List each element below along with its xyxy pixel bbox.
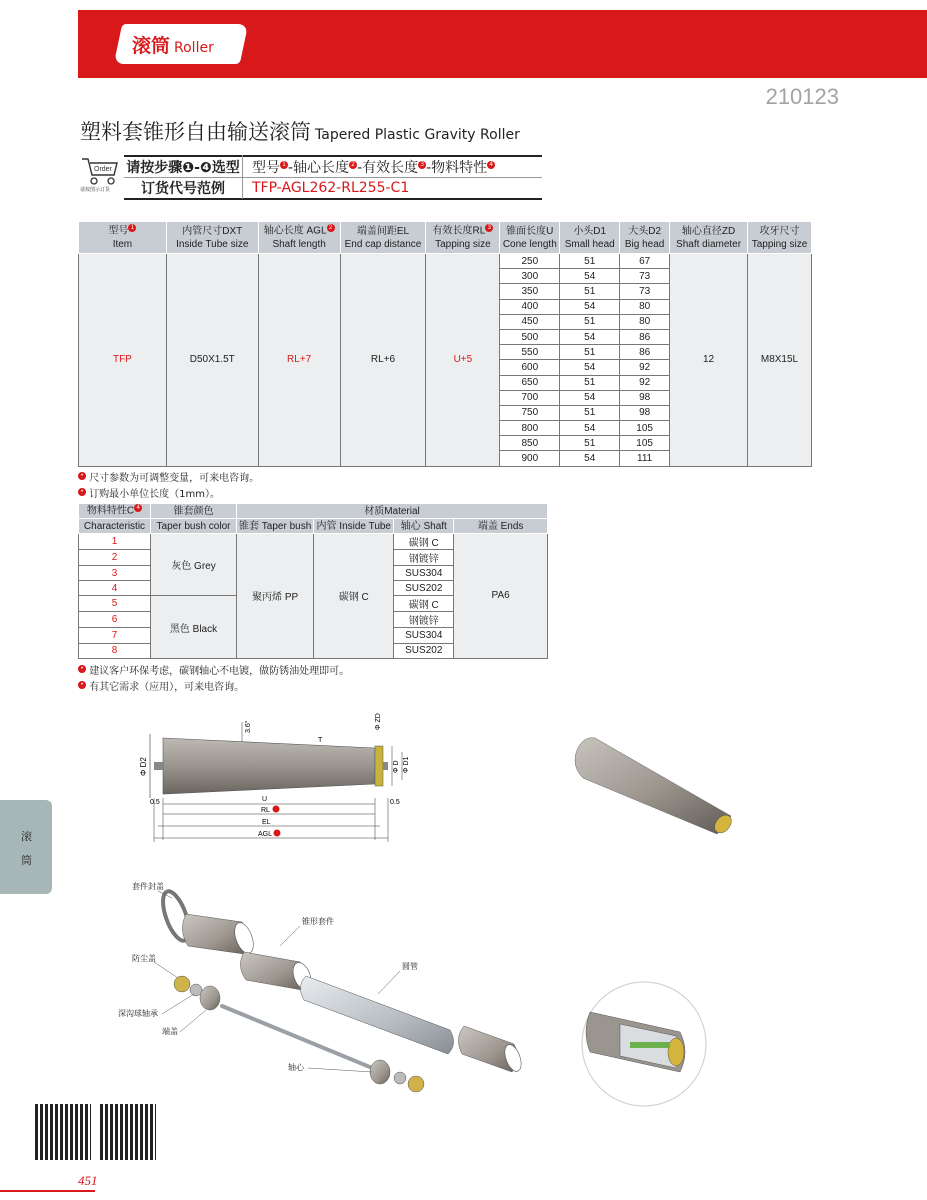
spec-big-head: 86 — [620, 345, 670, 360]
spec-cone-length: 750 — [500, 405, 560, 420]
material-code: 6 — [79, 612, 151, 628]
spec-cone-length: 800 — [500, 421, 560, 436]
svg-text:T: T — [318, 737, 323, 744]
material-code: 3 — [79, 566, 151, 581]
material-bush: 聚丙烯 PP — [237, 534, 314, 659]
svg-text:Φ ZD: Φ ZD — [375, 713, 382, 730]
spec-small-head: 51 — [560, 284, 620, 299]
spec-big-head: 67 — [620, 254, 670, 269]
spec-cone-length: 400 — [500, 299, 560, 314]
spec-tube: D50X1.5T — [166, 254, 258, 467]
dimension-drawing — [130, 712, 430, 847]
mat-col-color: 锥套颜色 — [151, 504, 237, 519]
spec-big-head: 105 — [620, 436, 670, 451]
mat-col-material: 材质Material — [237, 504, 548, 519]
col-agl: 轴心长度 AGL 2 Shaft length — [258, 222, 340, 254]
spec-big-head: 111 — [620, 451, 670, 466]
material-code: 2 — [79, 550, 151, 566]
svg-text:端盖: 端盖 — [162, 1027, 178, 1036]
qr-code-2 — [100, 1104, 156, 1160]
page-code: 210123 — [765, 84, 839, 109]
note-3: • 建议客户环保考虑，碳钢轴心不电镀，做防锈油处理即可。 — [78, 662, 349, 677]
order-example-value: TFP-AGL262-RL255-C1 — [252, 180, 410, 196]
spec-big-head: 105 — [620, 421, 670, 436]
note-1: • 尺寸参数为可调整变量，可来电咨询。 — [78, 469, 259, 484]
spec-small-head: 51 — [560, 254, 620, 269]
spec-big-head: 73 — [620, 284, 670, 299]
svg-text:Order: Order — [94, 166, 112, 173]
material-tube: 碳钢 C — [314, 534, 394, 659]
category-tab-label[interactable]: 滚筒 Roller — [132, 35, 214, 57]
spec-big-head: 98 — [620, 390, 670, 405]
col-tube: 内管尺寸DXT Inside Tube size — [166, 222, 258, 254]
spec-cone-length: 250 — [500, 254, 560, 269]
material-code: 8 — [79, 643, 151, 658]
mat-col-tube: 内管 Inside Tube — [314, 519, 394, 534]
spec-tap: M8X15L — [748, 254, 812, 467]
mat-col-char: 物料特性C 4 — [79, 504, 151, 519]
svg-text:圆管: 圆管 — [402, 962, 418, 971]
svg-text:套件封盖: 套件封盖 — [132, 882, 164, 891]
svg-text:3.6°: 3.6° — [245, 720, 252, 733]
spec-small-head: 51 — [560, 314, 620, 329]
spec-zd: 12 — [670, 254, 748, 467]
svg-text:AGL: AGL — [258, 831, 273, 838]
page-number: 451 — [78, 1173, 98, 1188]
spec-cone-length: 500 — [500, 329, 560, 344]
spec-small-head: 51 — [560, 345, 620, 360]
spec-table — [78, 221, 812, 467]
spec-el: RL+6 — [340, 254, 426, 467]
svg-text:Φ D2: Φ D2 — [139, 757, 148, 776]
cart-icon: Order 请按图示订货 — [80, 156, 120, 194]
color-grey: 灰色 Grey — [151, 534, 237, 596]
svg-text:RL: RL — [261, 807, 270, 814]
svg-text:深沟球轴承: 深沟球轴承 — [118, 1009, 158, 1018]
material-shaft: 碳钢 C — [394, 596, 454, 612]
order-guide — [78, 155, 542, 199]
qr-code-1 — [35, 1104, 91, 1160]
spec-small-head: 54 — [560, 299, 620, 314]
order-example-row — [124, 177, 542, 199]
spec-cone-length: 350 — [500, 284, 560, 299]
side-tab[interactable]: 滚 筒 — [0, 800, 52, 894]
svg-text:U: U — [262, 796, 268, 803]
col-d2: 大头D2 Big head — [620, 222, 670, 254]
material-code: 5 — [79, 596, 151, 612]
spec-small-head: 51 — [560, 375, 620, 390]
svg-text:防尘盖: 防尘盖 — [132, 954, 156, 963]
spec-cone-length: 300 — [500, 269, 560, 284]
page-number-rule — [0, 1190, 95, 1192]
mat-col-char-en: Characteristic — [79, 519, 151, 534]
spec-big-head: 92 — [620, 360, 670, 375]
order-steps-value: 型号 1 -轴心长度 2 -有效长度 3 -物料特性 4 — [242, 157, 542, 177]
color-black: 黑色 Black — [151, 596, 237, 658]
material-row — [79, 534, 548, 550]
spec-small-head: 54 — [560, 360, 620, 375]
svg-text:轴心: 轴心 — [288, 1063, 304, 1072]
spec-cone-length: 450 — [500, 314, 560, 329]
col-zd: 轴心直径ZD Shaft diameter — [670, 222, 748, 254]
col-u: 锥面长度U Cone length — [500, 222, 560, 254]
page-title: 塑料套锥形自由输送滚筒 Tapered Plastic Gravity Roller — [80, 120, 520, 144]
spec-item: TFP — [79, 254, 167, 467]
material-code: 4 — [79, 581, 151, 596]
order-example-label: 订货代号范例 — [141, 181, 225, 197]
svg-text:Φ D: Φ D — [393, 760, 400, 773]
spec-big-head: 98 — [620, 405, 670, 420]
spec-agl: RL+7 — [258, 254, 340, 467]
svg-text:EL: EL — [262, 819, 271, 826]
svg-text:Φ D1: Φ D1 — [403, 756, 410, 773]
spec-row — [79, 254, 812, 269]
spec-big-head: 73 — [620, 269, 670, 284]
material-shaft: 碳钢 C — [394, 534, 454, 550]
material-shaft: 钢镀锌 — [394, 612, 454, 628]
material-shaft: SUS202 — [394, 643, 454, 658]
mat-col-ends: 端盖 Ends — [454, 519, 548, 534]
col-el: 端盖间距EL End cap distance — [340, 222, 426, 254]
note-4: • 有其它需求（应用），可来电咨询。 — [78, 678, 244, 693]
col-item: 型号 1 Item — [79, 222, 167, 254]
material-code: 1 — [79, 534, 151, 550]
material-code: 7 — [79, 628, 151, 643]
spec-small-head: 54 — [560, 421, 620, 436]
material-shaft: 钢镀锌 — [394, 550, 454, 566]
spec-cone-length: 700 — [500, 390, 560, 405]
material-shaft: SUS304 — [394, 628, 454, 643]
spec-big-head: 86 — [620, 329, 670, 344]
svg-text:0.5: 0.5 — [390, 799, 400, 806]
col-rl: 有效长度RL 3 Tapping size — [426, 222, 500, 254]
product-render — [565, 730, 740, 840]
exploded-view — [110, 876, 530, 1100]
spec-small-head: 51 — [560, 405, 620, 420]
spec-cone-length: 550 — [500, 345, 560, 360]
svg-text:0.5: 0.5 — [150, 799, 160, 806]
material-ends: PA6 — [454, 534, 548, 659]
order-steps-label: 请按步骤❶-❹选型 — [126, 160, 240, 176]
spec-rl: U+5 — [426, 254, 500, 467]
mat-col-shaft: 轴心 Shaft — [394, 519, 454, 534]
material-table — [78, 503, 548, 659]
spec-small-head: 54 — [560, 329, 620, 344]
spec-small-head: 51 — [560, 436, 620, 451]
note-2: • 订购最小单位长度（1mm）。 — [78, 485, 220, 500]
spec-small-head: 54 — [560, 451, 620, 466]
spec-cone-length: 900 — [500, 451, 560, 466]
material-shaft: SUS202 — [394, 581, 454, 596]
order-steps-row — [124, 156, 542, 178]
mat-col-bush: 锥套 Taper bush — [237, 519, 314, 534]
svg-text:锥形套件: 锥形套件 — [302, 917, 334, 926]
detail-zoom — [580, 980, 710, 1110]
material-shaft: SUS304 — [394, 566, 454, 581]
col-tap: 攻牙尺寸 Tapping size — [748, 222, 812, 254]
mat-col-color-en: Taper bush color — [151, 519, 237, 534]
spec-big-head: 80 — [620, 314, 670, 329]
col-d1: 小头D1 Small head — [560, 222, 620, 254]
spec-small-head: 54 — [560, 269, 620, 284]
spec-cone-length: 650 — [500, 375, 560, 390]
spec-big-head: 80 — [620, 299, 670, 314]
spec-small-head: 54 — [560, 390, 620, 405]
spec-cone-length: 600 — [500, 360, 560, 375]
spec-big-head: 92 — [620, 375, 670, 390]
spec-cone-length: 850 — [500, 436, 560, 451]
